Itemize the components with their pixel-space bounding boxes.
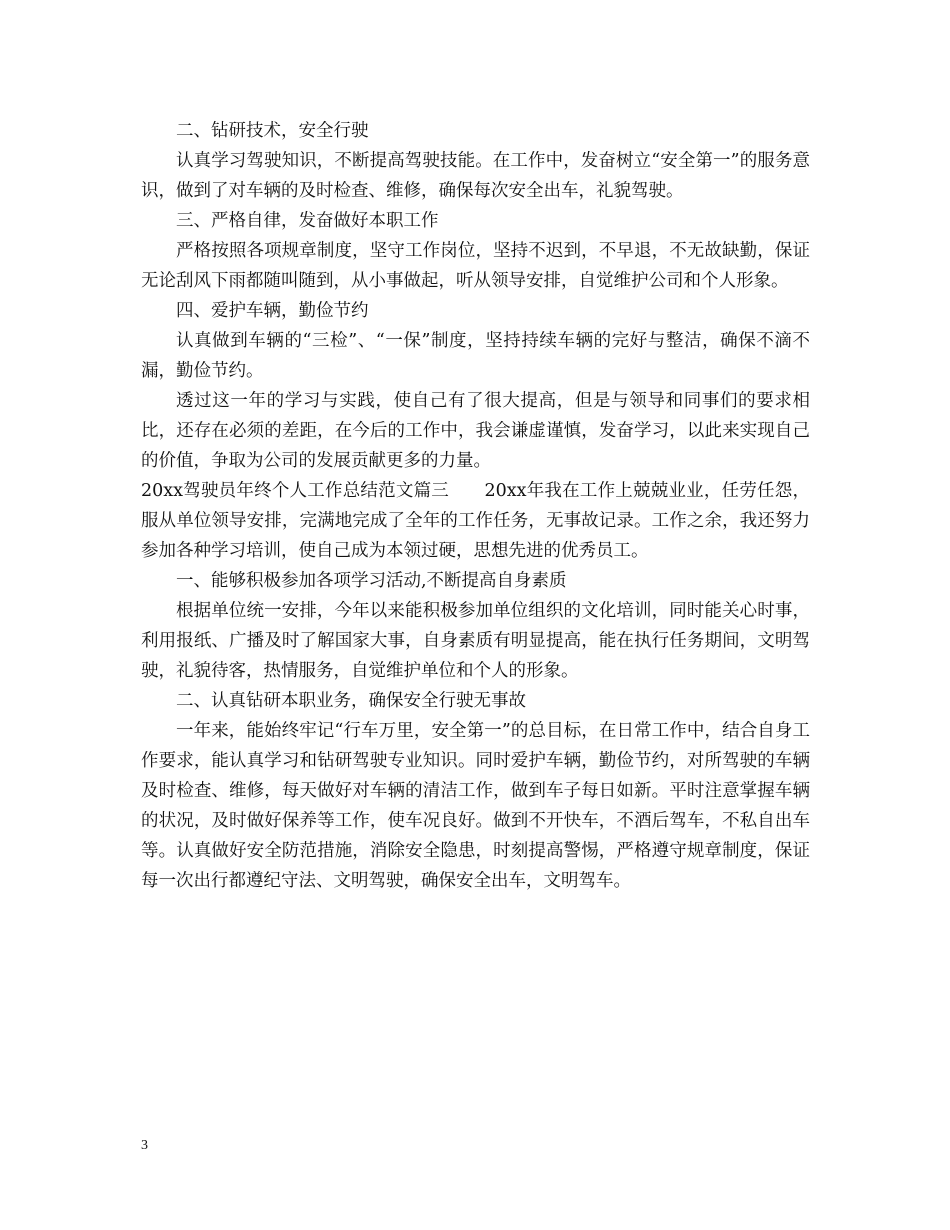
body-paragraph: 认真做到车辆的“三检”、“一保”制度，坚持持续车辆的完好与整洁，确保不滴不漏，勤俭节约。: [141, 331, 810, 381]
section-heading: 三、严格自律，发奋做好本职工作: [176, 211, 439, 231]
section-heading: 二、认真钻研本职业务，确保安全行驶无事故: [176, 691, 526, 711]
body-paragraph: 透过这一年的学习与实践，使自己有了很大提高，但是与领导和同事们的要求相比，还存在必须的差距，在今后的工作中，我会谦虚谨慎，发奋学习，以此来实现自己的价值，争取为公司的发展贡献更多的力量。: [141, 391, 810, 471]
section-heading: 一、能够积极参加各项学习活动,不断提高自身素质: [176, 571, 567, 591]
section-heading: 二、钻研技术，安全行驶: [176, 121, 369, 141]
body-paragraph: 认真学习驾驶知识，不断提高驾驶技能。在工作中，发奋树立“安全第一”的服务意识，做到了对车辆的及时检查、维修，确保每次安全出车，礼貌驾驶。: [141, 151, 810, 201]
body-paragraph: 根据单位统一安排，今年以来能积极参加单位组织的文化培训，同时能关心时事，利用报纸、广播及时了解国家大事，自身素质有明显提高，能在执行任务期间，文明驾驶，礼貌待客，热情服务，自觉维护单位和个人的形象。: [141, 601, 810, 681]
body-paragraph: 严格按照各项规章制度，坚守工作岗位，坚持不迟到，不早退，不无故缺勤，保证无论刮风下雨都随叫随到，从小事做起，听从领导安排，自觉维护公司和个人形象。: [141, 241, 810, 291]
page-number: 3: [141, 1138, 148, 1153]
article-title-paragraph: 20xx驾驶员年终个人工作总结范文篇三 20xx年我在工作上兢兢业业，任劳任怨，服从单位领导安排，完满地完成了全年的工作任务，无事故记录。工作之余，我还努力参加各种学习培训，使自己成为本领过硬，思想先进的优秀员工。: [141, 481, 810, 561]
document-body: [141, 116, 810, 896]
section-heading: 四、爱护车辆，勤俭节约: [176, 301, 369, 321]
body-paragraph: 一年来，能始终牢记“行车万里，安全第一”的总目标，在日常工作中，结合自身工作要求，能认真学习和钻研驾驶专业知识。同时爱护车辆，勤俭节约，对所驾驶的车辆及时检查、维修，每天做好对车辆的清洁工作，做到车子每日如新。平时注意掌握车辆的状况，及时做好保养等工作，使车况良好。做到不开快车，不酒后驾车，不私自出车等。认真做好安全防范措施，消除安全隐患，时刻提高警惕，严格遵守规章制度，保证每一次出行都遵纪守法、文明驾驶，确保安全出车，文明驾车。: [141, 721, 810, 891]
